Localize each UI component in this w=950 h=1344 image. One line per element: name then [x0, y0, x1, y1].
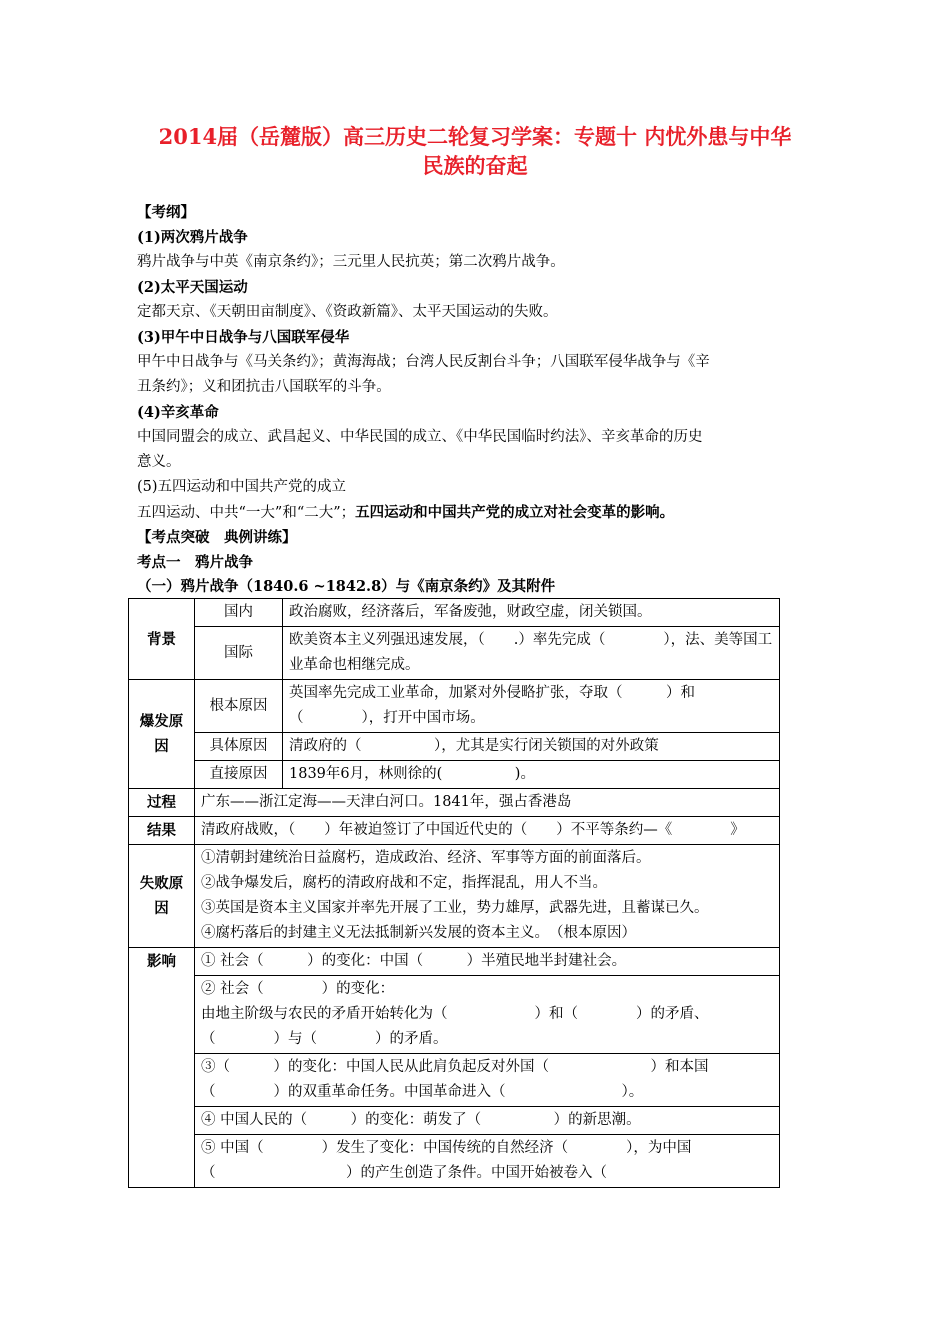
table-row: [129, 845, 780, 948]
impact-item: ④ 中国人民的（ ）的变化：萌发了（ ）的新思潮。: [195, 1107, 780, 1135]
impact-label: 影响: [129, 948, 195, 1188]
section-4-body-line-1: 中国同盟会的成立、武昌起义、中华民国的成立、《中华民国临时约法》、辛亥革命的历史: [137, 429, 703, 445]
section-3-body-line-1: 甲午中日战争与《马关条约》；黄海海战；台湾人民反割台斗争；八国联军侵华战争与《辛: [137, 354, 710, 370]
table-row: [129, 817, 780, 845]
section-5-heading: (5)五四运动和中国共产党的成立: [137, 479, 347, 495]
section-5-body: [137, 500, 827, 526]
international-label: 国际: [195, 627, 283, 680]
kaogang-heading: 【考纲】: [137, 204, 195, 221]
process-label: 过程: [129, 789, 195, 817]
process-text: 广东——浙江定海——天津白河口。1841年，强占香港岛: [195, 789, 780, 817]
table-row: [129, 789, 780, 817]
direct-cause-text: 1839年6月，林则徐的( )。: [283, 761, 780, 789]
section-3-body-line-2: 丑条约》；义和团抗击八国联军的斗争。: [137, 379, 391, 395]
domestic-label: 国内: [195, 599, 283, 627]
result-text: 清政府战败，（ ）年被迫签订了中国近代史的（ ）不平等条约—《 》: [195, 817, 780, 845]
table-row: [129, 1135, 780, 1188]
title-line-2: 民族的奋起: [422, 153, 528, 178]
table-row: [129, 1107, 780, 1135]
table-row: [129, 1054, 780, 1107]
impact-item: ① 社会（ ）的变化：中国（ ）半殖民地半封建社会。: [195, 948, 780, 976]
domestic-text: 政治腐败，经济落后，军备废弛，财政空虚，闭关锁国。: [283, 599, 780, 627]
table-row: [129, 680, 780, 733]
table-row: [129, 733, 780, 761]
point-1-heading: 考点一 鸦片战争: [137, 554, 253, 571]
section-4-body-line-2: 意义。: [137, 454, 181, 470]
section-1-body: 鸦片战争与中英《南京条约》；三元里人民抗英；第二次鸦片战争。: [137, 254, 565, 270]
section-1-heading: (1)两次鸦片战争: [137, 229, 248, 246]
title-line-1: 2014届（岳麓版）高三历史二轮复习学案：专题十 内忧外患与中华: [158, 124, 792, 149]
impact-item: ② 社会（ ）的变化： 由地主阶级与农民的矛盾开始转化为（ ）和（ ）的矛盾、（ ）与（ ）的矛盾。: [195, 976, 780, 1054]
direct-cause-label: 直接原因: [195, 761, 283, 789]
impact-item: ⑤ 中国（ ）发生了变化：中国传统的自然经济（ ），为中国（ ）的产生创造了条件。中国开始被卷入（: [195, 1135, 780, 1188]
section-2-heading: (2)太平天国运动: [137, 279, 248, 296]
subsection-1-heading: （一）鸦片战争（1840.6 ~1842.8）与《南京条约》及其附件: [137, 578, 556, 595]
practice-heading: 【考点突破 典例讲练】: [137, 529, 297, 546]
impact-item: ③（ ）的变化：中国人民从此肩负起反对外国（ ）和本国（ ）的双重革命任务。中国革命进入（ ）。: [195, 1054, 780, 1107]
opium-war-table: [128, 598, 780, 1188]
root-cause-label: 根本原因: [195, 680, 283, 733]
document-title: [100, 122, 850, 180]
outbreak-causes-label: 爆发原因: [129, 680, 195, 789]
section-5-body-plain: 五四运动、中共“一大”和“二大”；: [137, 505, 356, 521]
list-item: ③英国是资本主义国家并率先开展了工业，势力雄厚，武器先进，且蓄谋已久。: [201, 900, 709, 916]
table-row: [129, 627, 780, 680]
root-cause-text: 英国率先完成工业革命，加紧对外侵略扩张，夺取（ ）和（ ），打开中国市场。: [283, 680, 780, 733]
list-item: ①清朝封建统治日益腐朽，造成政治、经济、军事等方面的前面落后。: [201, 850, 651, 866]
concrete-cause-label: 具体原因: [195, 733, 283, 761]
table-row: [129, 948, 780, 976]
international-text: 欧美资本主义列强迅速发展，（ .）率先完成（ ），法、美等国工业革命也相继完成。: [283, 627, 780, 680]
section-5-body-bold: 五四运动和中国共产党的成立对社会变革的影响。: [355, 504, 675, 521]
section-2-body: 定都天京、《天朝田亩制度》、《资政新篇》、太平天国运动的失败。: [137, 304, 558, 320]
section-4-heading: (4)辛亥革命: [137, 404, 219, 421]
table-row: [129, 761, 780, 789]
list-item: ②战争爆发后，腐朽的清政府战和不定，指挥混乱，用人不当。: [201, 875, 607, 891]
result-label: 结果: [129, 817, 195, 845]
failure-causes-list: [195, 845, 780, 948]
list-item: ④腐朽落后的封建主义无法抵制新兴发展的资本主义。 （根本原因）: [201, 925, 636, 941]
background-label: 背景: [129, 599, 195, 680]
failure-causes-label: 失败原因: [129, 845, 195, 948]
concrete-cause-text: 清政府的（ ），尤其是实行闭关锁国的对外政策: [283, 733, 780, 761]
table-row: [129, 599, 780, 627]
table-row: [129, 976, 780, 1054]
section-3-heading: (3)甲午中日战争与八国联军侵华: [137, 329, 350, 346]
